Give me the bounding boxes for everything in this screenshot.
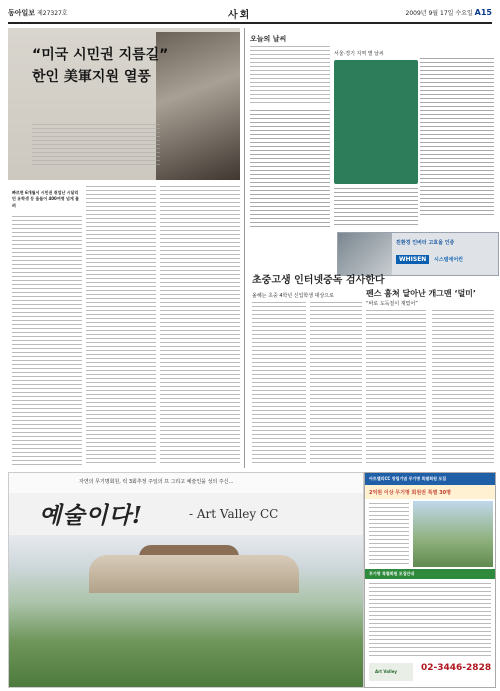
membership-offer: 2억원 이상 무기명 회원권 특별 30명: [369, 490, 451, 496]
ad-model-photo: [338, 233, 392, 275]
weather-notes: [250, 46, 330, 106]
whisen-brand-sub: 시스템에어컨: [434, 257, 463, 263]
art-ad-top: [9, 473, 363, 493]
hero-article: [8, 28, 240, 180]
hero-body-text: [32, 124, 160, 166]
right-story-col1: [366, 310, 426, 466]
weather-table: [420, 58, 494, 216]
membership-info-strip: [365, 569, 495, 579]
region-forecast-table: [250, 110, 330, 228]
page-number: A15: [474, 8, 492, 17]
membership-phone[interactable]: 02-3446-2828: [421, 663, 492, 673]
membership-ad-title: 아트밸리CC 창립기념 무기명 특별회원 모집: [369, 476, 447, 481]
mid-story-col2: [310, 302, 362, 466]
hero-title-line2: 한인 美軍지원 열풍: [32, 69, 151, 85]
hero-photo: [156, 32, 240, 180]
membership-offer-bar: [365, 485, 495, 499]
masthead: [8, 6, 492, 24]
right-story-col2: [432, 310, 494, 466]
membership-ad[interactable]: [364, 472, 496, 688]
hero-title-line1: “미국 시민권 지름길”: [32, 47, 169, 63]
right-story-headline: 펜스 훔쳐 달아난 개그맨 ‘덜미’: [366, 289, 476, 298]
art-valley-ad[interactable]: [8, 472, 364, 688]
art-ad-script: 예술이다!: [39, 502, 143, 529]
clubhouse-photo: [9, 535, 363, 687]
whisen-headline: 친환경 인버터 고효율 인증: [396, 240, 455, 246]
art-valley-logo: [369, 663, 413, 681]
whisen-brand: WHISEN: [396, 255, 429, 264]
mid-story-col1: [252, 302, 306, 466]
paper-name: 동아일보: [8, 9, 36, 17]
logo-text: Art Valley: [375, 669, 398, 674]
column-rule: [244, 28, 245, 468]
issue-number: 제27327호: [36, 10, 68, 17]
membership-info-title: 무기명 특별회원 모집안내: [369, 571, 415, 576]
clubhouse-building: [89, 555, 299, 593]
masthead-left: [8, 8, 68, 18]
mid-story-subhead: 올해는 초중 4학년 신입학생 대상으로: [252, 293, 334, 299]
mid-story-headline: 초중고생 인터넷중독 검사한다: [252, 275, 385, 286]
membership-terms: [369, 583, 491, 659]
art-ad-tagline: 자연의 무기명회원, 럭 3회추정 주일의 프 그리고 예술인을 성의 주신…: [79, 479, 234, 485]
right-story-subhead: “바로 도둑질이 재밌어”: [366, 301, 418, 307]
second-column-body: [86, 186, 156, 466]
art-ad-brand: - Art Valley CC: [189, 507, 279, 521]
weather-map: [334, 60, 418, 184]
left-column-body: [12, 216, 82, 466]
issue-date: 2009년 9월 17일 수요일: [405, 10, 473, 17]
golf-course-photo: [413, 501, 493, 567]
third-column-body: [160, 186, 240, 466]
left-subhead: 빠르면 6개월서 시민권 취업난 시달리던 유학생 등 올들어 400여명 넘게 몰려: [12, 190, 79, 208]
weather-title: 오늘의 날씨: [250, 35, 287, 43]
whisen-ad[interactable]: [337, 232, 499, 276]
membership-ad-header: [365, 473, 495, 485]
section-title: 사회: [228, 10, 252, 21]
weekly-forecast: [334, 188, 418, 228]
weather-map-caption: 서울·경기 지역 별 날씨: [334, 51, 384, 57]
membership-offer-details: [369, 503, 409, 565]
masthead-right: [406, 8, 492, 17]
